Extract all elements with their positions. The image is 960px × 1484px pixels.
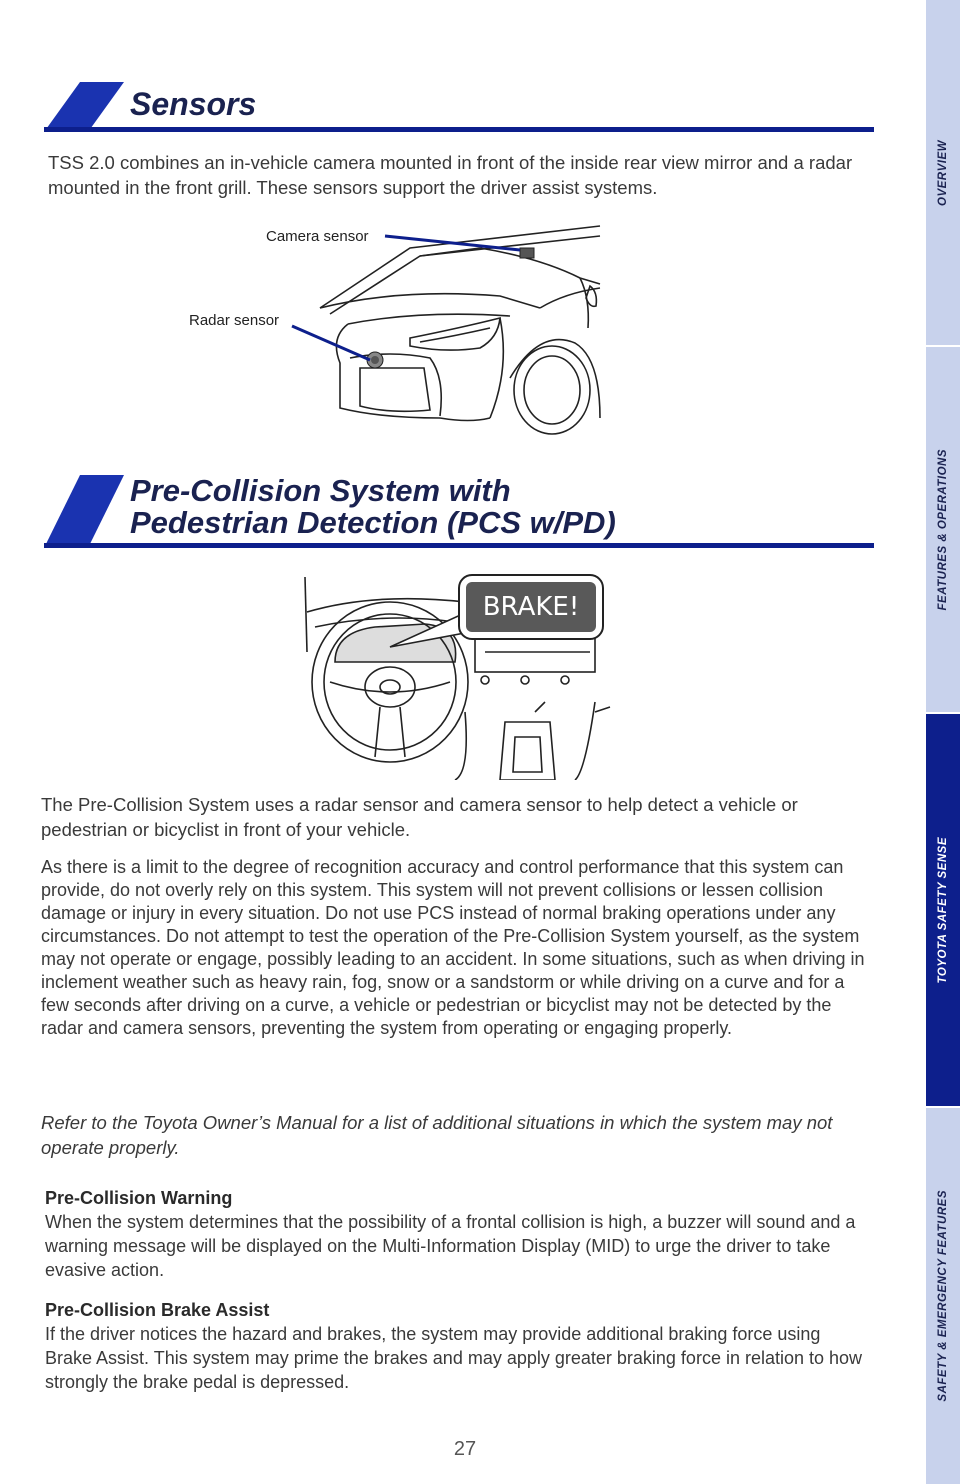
nav-tab-label: SAFETY & EMERGENCY FEATURES [937, 1190, 949, 1402]
side-navigation [926, 0, 960, 1484]
nav-tab-overview[interactable] [926, 0, 960, 345]
pcs-limitations: As there is a limit to the degree of recognition accuracy and control performance that this system can provide, do not overly rely on this system. This system will not prevent collisions or lessen collision damage or injury in every situation. Do not use PCS instead of normal braking operations under any circumstances. Do not attempt to test the operation of the Pre-Collision System yourself, as the system may not operate or engage, possibly leading to an accident. In some situations, such as when driving in inclement weather such as heavy rain, fog, snow or a sandstorm or while driving on a curve and for a few seconds after driving on a curve, a vehicle or pedestrian or bicyclist may not be detected by the radar and camera sensors, preventing the system from operating or engaging properly. [41, 857, 865, 1038]
camera-sensor-label: Camera sensor [266, 228, 369, 245]
pcs-brake-assist-body: If the driver notices the hazard and brakes, the system may provide additional braking force using Brake Assist. This system may prime the brakes and may apply greater braking force in relation to how strongly the brake pedal is depressed. [45, 1324, 863, 1392]
brake-message: BRAKE! [466, 582, 596, 632]
nav-tab-label: TOYOTA SAFETY SENSE [937, 836, 949, 984]
pcs-warning-title: Pre-Collision Warning [45, 1188, 233, 1208]
pcs-warning-block [45, 1186, 865, 1282]
pcs-warning-body: When the system determines that the possibility of a frontal collision is high, a buzzer will sound and a warning message will be displayed on the Multi-Information Display (MID) to urge the driver to take evasive action. [45, 1212, 856, 1280]
nav-tab-toyota-safety-sense[interactable] [926, 714, 960, 1106]
nav-tab-label: FEATURES & OPERATIONS [937, 448, 949, 611]
nav-tab-label: OVERVIEW [937, 139, 949, 206]
nav-tab-features-operations[interactable] [926, 347, 960, 712]
pcs-title-line1: Pre-Collision System with [130, 473, 511, 508]
pcs-brake-assist-block [45, 1298, 865, 1394]
header-rule [44, 543, 874, 548]
pcs-title [130, 475, 616, 539]
pcs-brake-assist-title: Pre-Collision Brake Assist [45, 1300, 270, 1320]
pcs-intro: The Pre-Collision System uses a radar sensor and camera sensor to help detect a vehicle or pedestrian or bicyclist in front of your vehicle. [41, 794, 798, 840]
sensors-description: TSS 2.0 combines an in-vehicle camera mounted in front of the inside rear view mirror and a radar mounted in the front grill. These sensors support the driver assist systems. [48, 152, 853, 198]
sensors-section-header [44, 82, 874, 132]
pcs-section-header [44, 475, 874, 548]
header-rule [44, 127, 874, 132]
header-accent [44, 82, 124, 132]
nav-tab-safety-emergency[interactable] [926, 1108, 960, 1484]
page-number: 27 [453, 1438, 477, 1460]
sensors-title: Sensors [130, 86, 257, 122]
pcs-note: Refer to the Toyota Owner’s Manual for a list of additional situations in which the system may not operate properly. [41, 1112, 833, 1158]
brake-display-callout [458, 574, 604, 640]
radar-sensor-label: Radar sensor [189, 312, 280, 329]
header-accent [44, 475, 124, 548]
pcs-title-line2: Pedestrian Detection (PCS w/PD) [130, 505, 616, 540]
